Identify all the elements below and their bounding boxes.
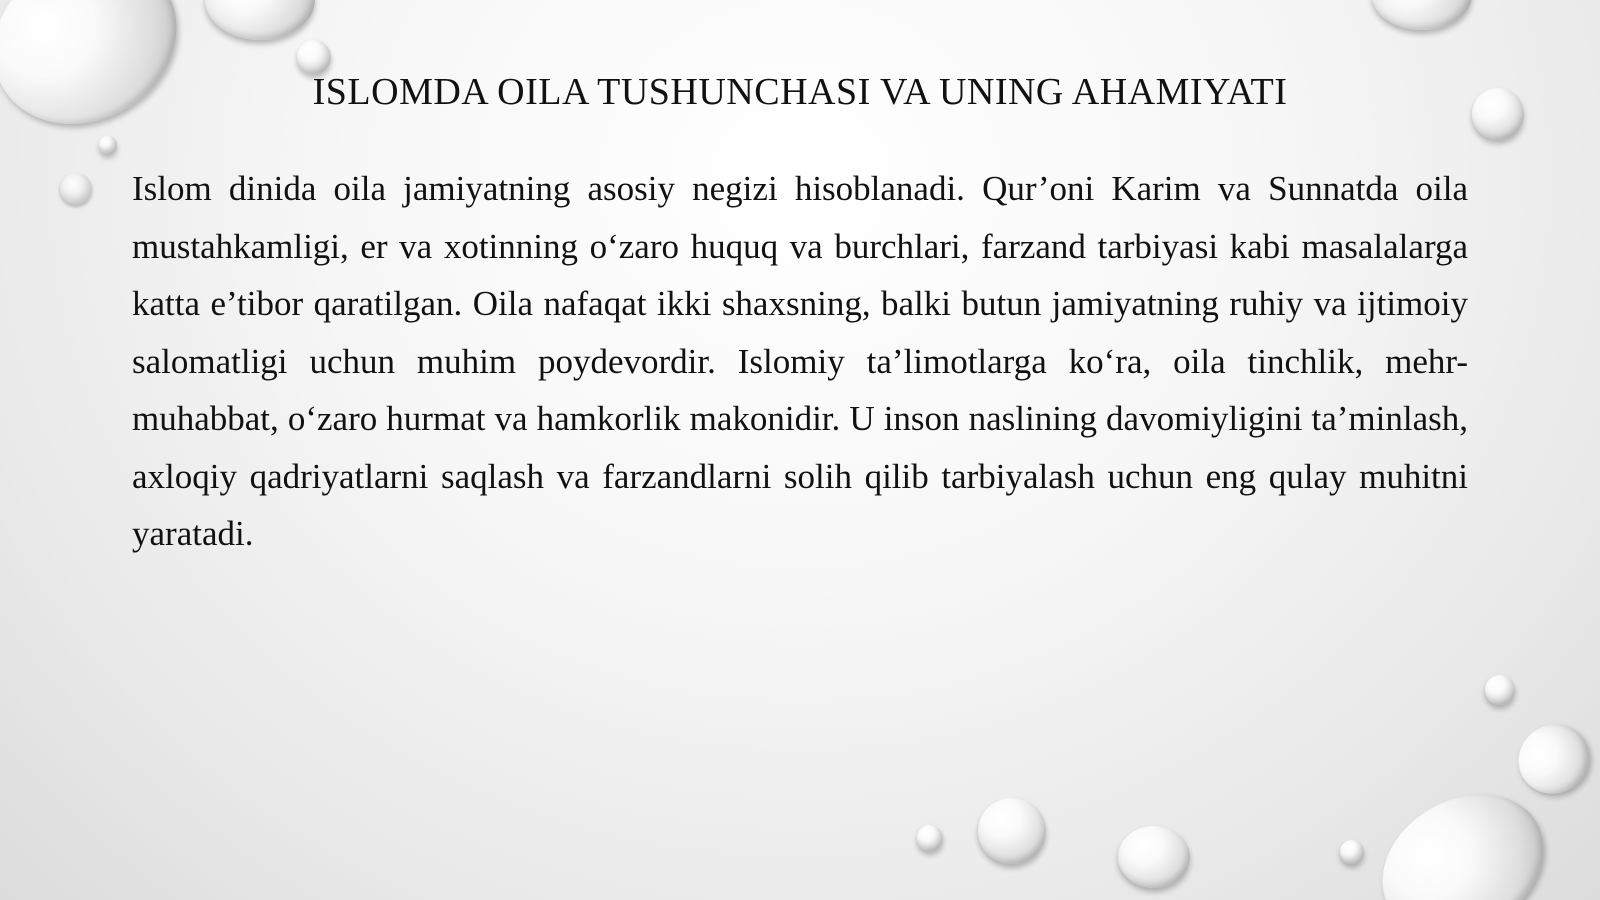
droplet-decoration [1505,711,1600,808]
droplet-decoration [1118,826,1190,888]
slide-title: ISLOMDA OILA TUSHUNCHASI VA UNING AHAMIYATI [312,71,1288,113]
droplet-decoration [205,0,315,40]
droplet-decoration [297,40,331,74]
droplet-decoration [1372,0,1472,30]
droplet-decoration [917,825,943,851]
bullet-icon [60,173,92,205]
droplet-decoration [1340,840,1364,864]
droplet-decoration [978,798,1046,864]
droplet-decoration [99,136,117,154]
body-paragraph: Islom dinida oila jamiyatning asosiy negizi hisoblanadi. Qur’oni Karim va Sunnatda oila mustahkamligi, er va xotinning o‘zaro huquq va burchlari, farzand tarbiyasi kabi masalalarga katta e’tibor qaratilgan. Oila nafaqat ikki shaxsning, balki butun jamiyatning ruhiy va ijtimoiy salomatligi uchun muhim poydevordir. Islomiy ta’limotlarga ko‘ra, oila tinchlik, mehr-muhabbat, o‘zaro hurmat va hamkorlik makonidir. U inson naslining davomiyligini ta’minlash, axloqiy qadriyatlarni saqlash va farzandlarni solih qilib tarbiyalash uchun eng qulay muhitni yaratadi. [132,169,1468,553]
droplet-decoration [1485,675,1515,705]
